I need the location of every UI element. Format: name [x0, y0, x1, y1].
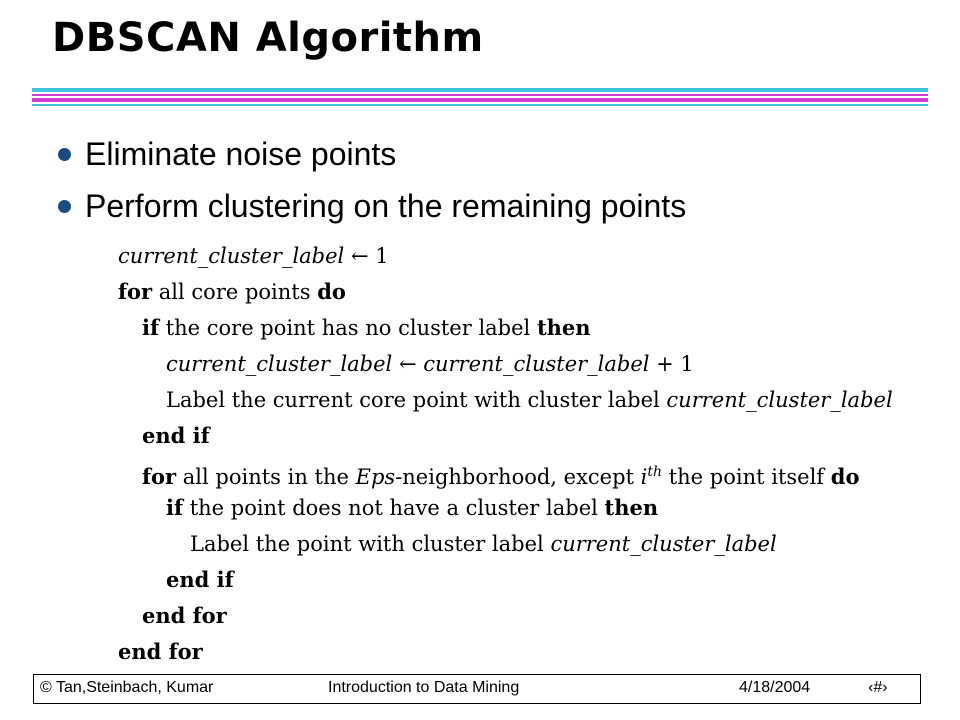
algo-line-for-neighborhood [118, 454, 893, 490]
algo-line-end-for [118, 634, 893, 670]
bullet-text: Eliminate noise points [85, 135, 397, 172]
algo-keyword: if [166, 495, 184, 520]
bullet-dot-icon [58, 200, 71, 213]
title-rule-cyan-top [32, 88, 928, 92]
title-rule-magenta-thin [32, 94, 928, 96]
algo-text: the point does not have a cluster label [183, 496, 605, 520]
algo-line-if-no-label [118, 310, 893, 346]
algo-text: all points in the [176, 465, 356, 489]
algo-variable: current_cluster_label [423, 352, 650, 376]
algorithm-pseudocode [118, 238, 893, 670]
algo-keyword: end if [166, 567, 234, 592]
algo-line-init [118, 238, 893, 274]
footer-page-number: ‹#› [868, 679, 888, 696]
algo-keyword: if [142, 315, 160, 340]
algo-keyword: then [536, 315, 591, 340]
algo-text: ← [392, 352, 424, 376]
footer-copyright: © Tan,Steinbach, Kumar [40, 679, 214, 696]
algo-line-end-for [118, 598, 893, 634]
algo-keyword: end for [118, 639, 203, 664]
algo-text: Label the current core point with cluster label [166, 388, 667, 412]
algo-text: -neighborhood, except [395, 465, 641, 489]
algo-line-increment [118, 346, 893, 382]
algo-keyword: for [142, 464, 177, 489]
bullet-dot-icon [58, 148, 71, 161]
slide-footer [33, 674, 921, 704]
title-rule-cyan-bottom [32, 104, 928, 106]
bullet-item [58, 180, 686, 232]
algo-keyword: for [118, 279, 153, 304]
algo-variable: current_cluster_label [166, 352, 393, 376]
algo-text: the core point has no cluster label [159, 316, 537, 340]
algo-keyword: do [317, 279, 346, 304]
bullet-list [58, 128, 686, 232]
algo-variable: Eps [355, 465, 396, 489]
algo-line-end-if [118, 418, 893, 454]
algo-text: all core points [152, 280, 318, 304]
algo-keyword: end for [142, 603, 227, 628]
algo-superscript: th [647, 464, 663, 480]
algo-text: + 1 [649, 352, 694, 376]
algo-keyword: do [830, 464, 860, 489]
footer-date: 4/18/2004 [739, 679, 811, 696]
algo-text: ← 1 [344, 244, 389, 268]
algo-line-end-if [118, 562, 893, 598]
algo-line-label-core [118, 382, 893, 418]
algo-line-if-unlabeled-point [118, 490, 893, 526]
algo-line-for-core [118, 274, 893, 310]
bullet-item [58, 128, 686, 180]
algo-line-label-point [118, 526, 893, 562]
footer-course-title: Introduction to Data Mining [328, 679, 520, 696]
algo-keyword: end if [142, 423, 210, 448]
algo-variable: current_cluster_label [550, 532, 777, 556]
algo-keyword: then [604, 495, 659, 520]
slide-title: DBSCAN Algorithm [52, 15, 484, 61]
bullet-text: Perform clustering on the remaining points [85, 187, 687, 224]
algo-text: Label the point with cluster label [190, 532, 551, 556]
title-rule-magenta-thick [32, 98, 928, 102]
algo-text: the point itself [662, 465, 831, 489]
algo-variable: current_cluster_label [118, 244, 345, 268]
algo-variable: current_cluster_label [666, 388, 893, 412]
algo-variable: i [640, 465, 648, 489]
